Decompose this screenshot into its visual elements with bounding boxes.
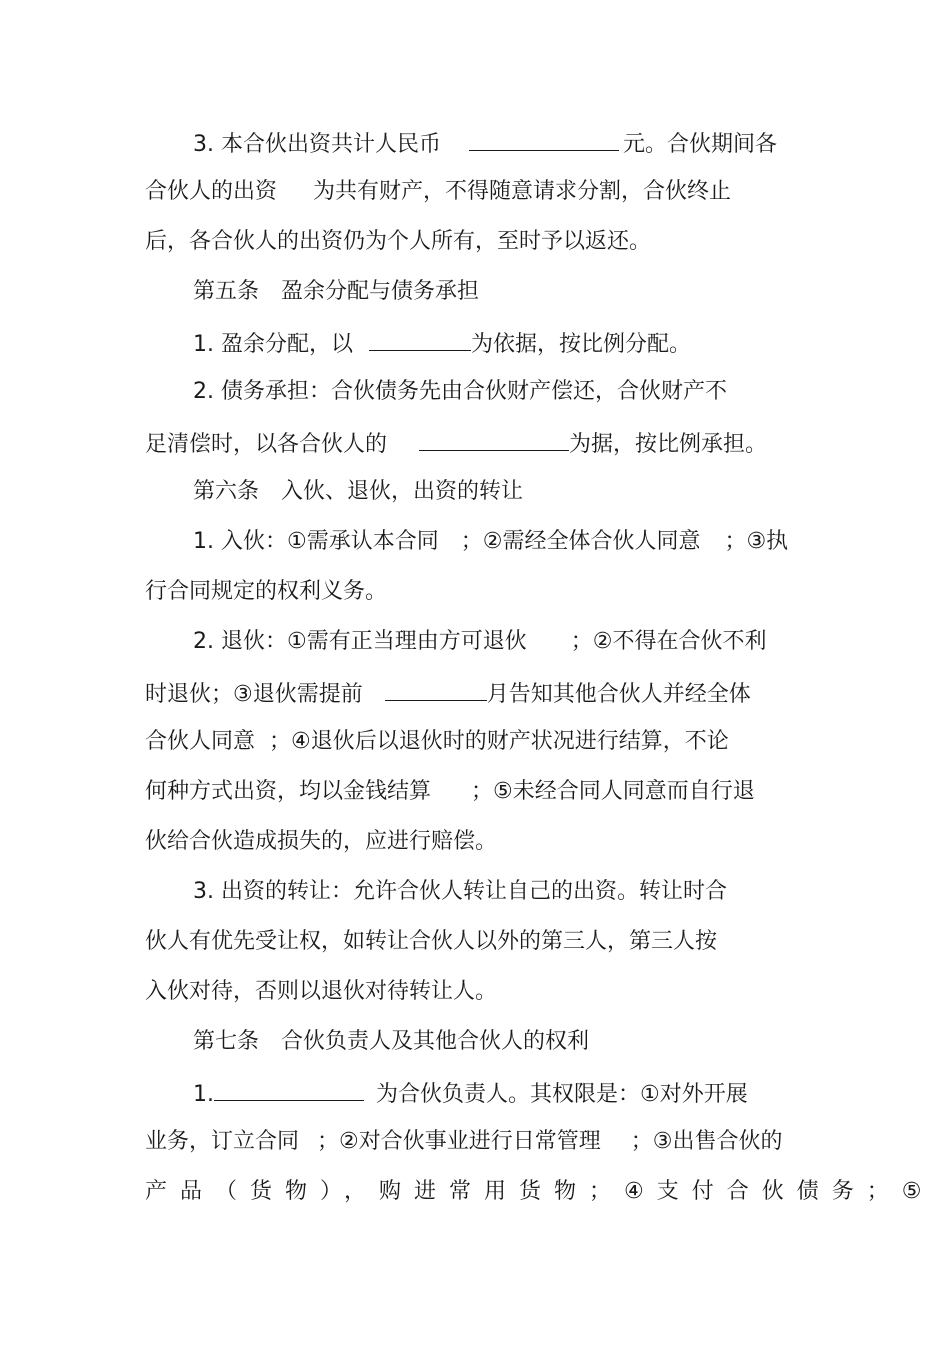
text-segment: 产品（货物），购进常用货物；④支付合伙债务；⑤ xyxy=(145,1179,935,1204)
text-segment: 2. 债务承担：合伙债务先由合伙财产偿还，合伙财产不 xyxy=(193,379,727,404)
text-segment: 月告知其他合伙人并经全体 xyxy=(486,682,751,707)
clause-1-admission-line xyxy=(193,528,788,556)
article-5-heading xyxy=(193,278,479,306)
text-segment: ；③执 xyxy=(724,529,789,554)
text-segment: ；③出售合伙的 xyxy=(630,1129,783,1154)
article-number: 第七条 xyxy=(193,1029,260,1054)
paragraph-line xyxy=(145,678,751,709)
fill-blank xyxy=(419,428,569,451)
text-segment: 行合同规定的权利义务。 xyxy=(145,579,388,604)
text-segment: 合伙人同意 xyxy=(145,729,256,754)
text-segment: 元。合伙期间各 xyxy=(622,132,777,157)
text-segment: 3. 本合伙出资共计人民币 xyxy=(193,132,441,157)
paragraph-line xyxy=(145,978,497,1006)
article-number: 第六条 xyxy=(193,479,260,504)
text-segment: 为据，按比例承担。 xyxy=(569,432,768,457)
text-segment: 1. 盈余分配，以 xyxy=(193,332,353,357)
text-segment: ；②对合伙事业进行日常管理 xyxy=(317,1129,601,1154)
text-segment: 为共有财产，不得随意请求分割，合伙终止 xyxy=(313,179,732,204)
clause-1-manager-line xyxy=(193,1078,748,1109)
article-title: 盈余分配与债务承担 xyxy=(281,279,480,304)
text-segment: 为合伙负责人。其权限是：①对外开展 xyxy=(376,1082,748,1107)
clause-2-withdrawal-line xyxy=(193,628,766,656)
paragraph-line xyxy=(145,728,729,756)
paragraph-line xyxy=(145,578,387,606)
paragraph-line xyxy=(145,428,767,459)
text-segment: 后，各合伙人的出资仍为个人所有，至时予以返还。 xyxy=(145,229,652,254)
fill-blank xyxy=(369,328,471,351)
paragraph-line xyxy=(145,1128,782,1156)
paragraph-line xyxy=(145,928,717,956)
text-segment: 3. 出资的转让：允许合伙人转让自己的出资。转让时合 xyxy=(193,879,727,904)
text-segment: 业务，订立合同 xyxy=(145,1129,300,1154)
clause-3-capital-line xyxy=(193,128,777,159)
fill-blank xyxy=(385,678,487,701)
text-segment: 1. xyxy=(193,1082,214,1107)
text-segment: 何种方式出资，均以金钱结算 xyxy=(145,779,432,804)
paragraph-line xyxy=(145,228,651,256)
text-segment: ；②不得在合伙不利 xyxy=(570,629,767,654)
text-segment: 伙给合伙造成损失的，应进行赔偿。 xyxy=(145,829,498,854)
paragraph-line xyxy=(145,178,731,206)
clause-1-surplus-line xyxy=(193,328,691,359)
text-segment: ；②需经全体合伙人同意 xyxy=(460,529,701,554)
text-segment: 足清偿时，以各合伙人的 xyxy=(145,432,388,457)
article-6-heading xyxy=(193,478,523,506)
article-7-heading xyxy=(193,1028,589,1056)
paragraph-line xyxy=(145,828,497,856)
text-segment: 2. 退伙：①需有正当理由方可退伙 xyxy=(193,629,527,654)
article-title: 合伙负责人及其他合伙人的权利 xyxy=(281,1029,590,1054)
article-number: 第五条 xyxy=(193,279,260,304)
clause-3-transfer-line xyxy=(193,878,727,906)
fill-blank xyxy=(214,1078,364,1101)
text-segment: 入伙对待，否则以退伙对待转让人。 xyxy=(145,979,498,1004)
paragraph-line xyxy=(145,1178,934,1206)
text-segment: 为依据，按比例分配。 xyxy=(470,332,691,357)
text-segment: ；⑤未经合同人同意而自行退 xyxy=(471,779,755,804)
text-segment: 合伙人的出资 xyxy=(145,179,278,204)
text-segment: 伙人有优先受让权，如转让合伙人以外的第三人，第三人按 xyxy=(145,929,718,954)
text-segment: ；④退伙后以退伙时的财产状况进行结算，不论 xyxy=(269,729,729,754)
paragraph-line xyxy=(145,778,755,806)
text-segment: 1. 入伙：①需承认本合同 xyxy=(193,529,439,554)
clause-2-debt-line xyxy=(193,378,727,406)
fill-blank xyxy=(469,128,619,151)
text-segment: 时退伙；③退伙需提前 xyxy=(145,682,363,707)
article-title: 入伙、退伙，出资的转让 xyxy=(281,479,524,504)
